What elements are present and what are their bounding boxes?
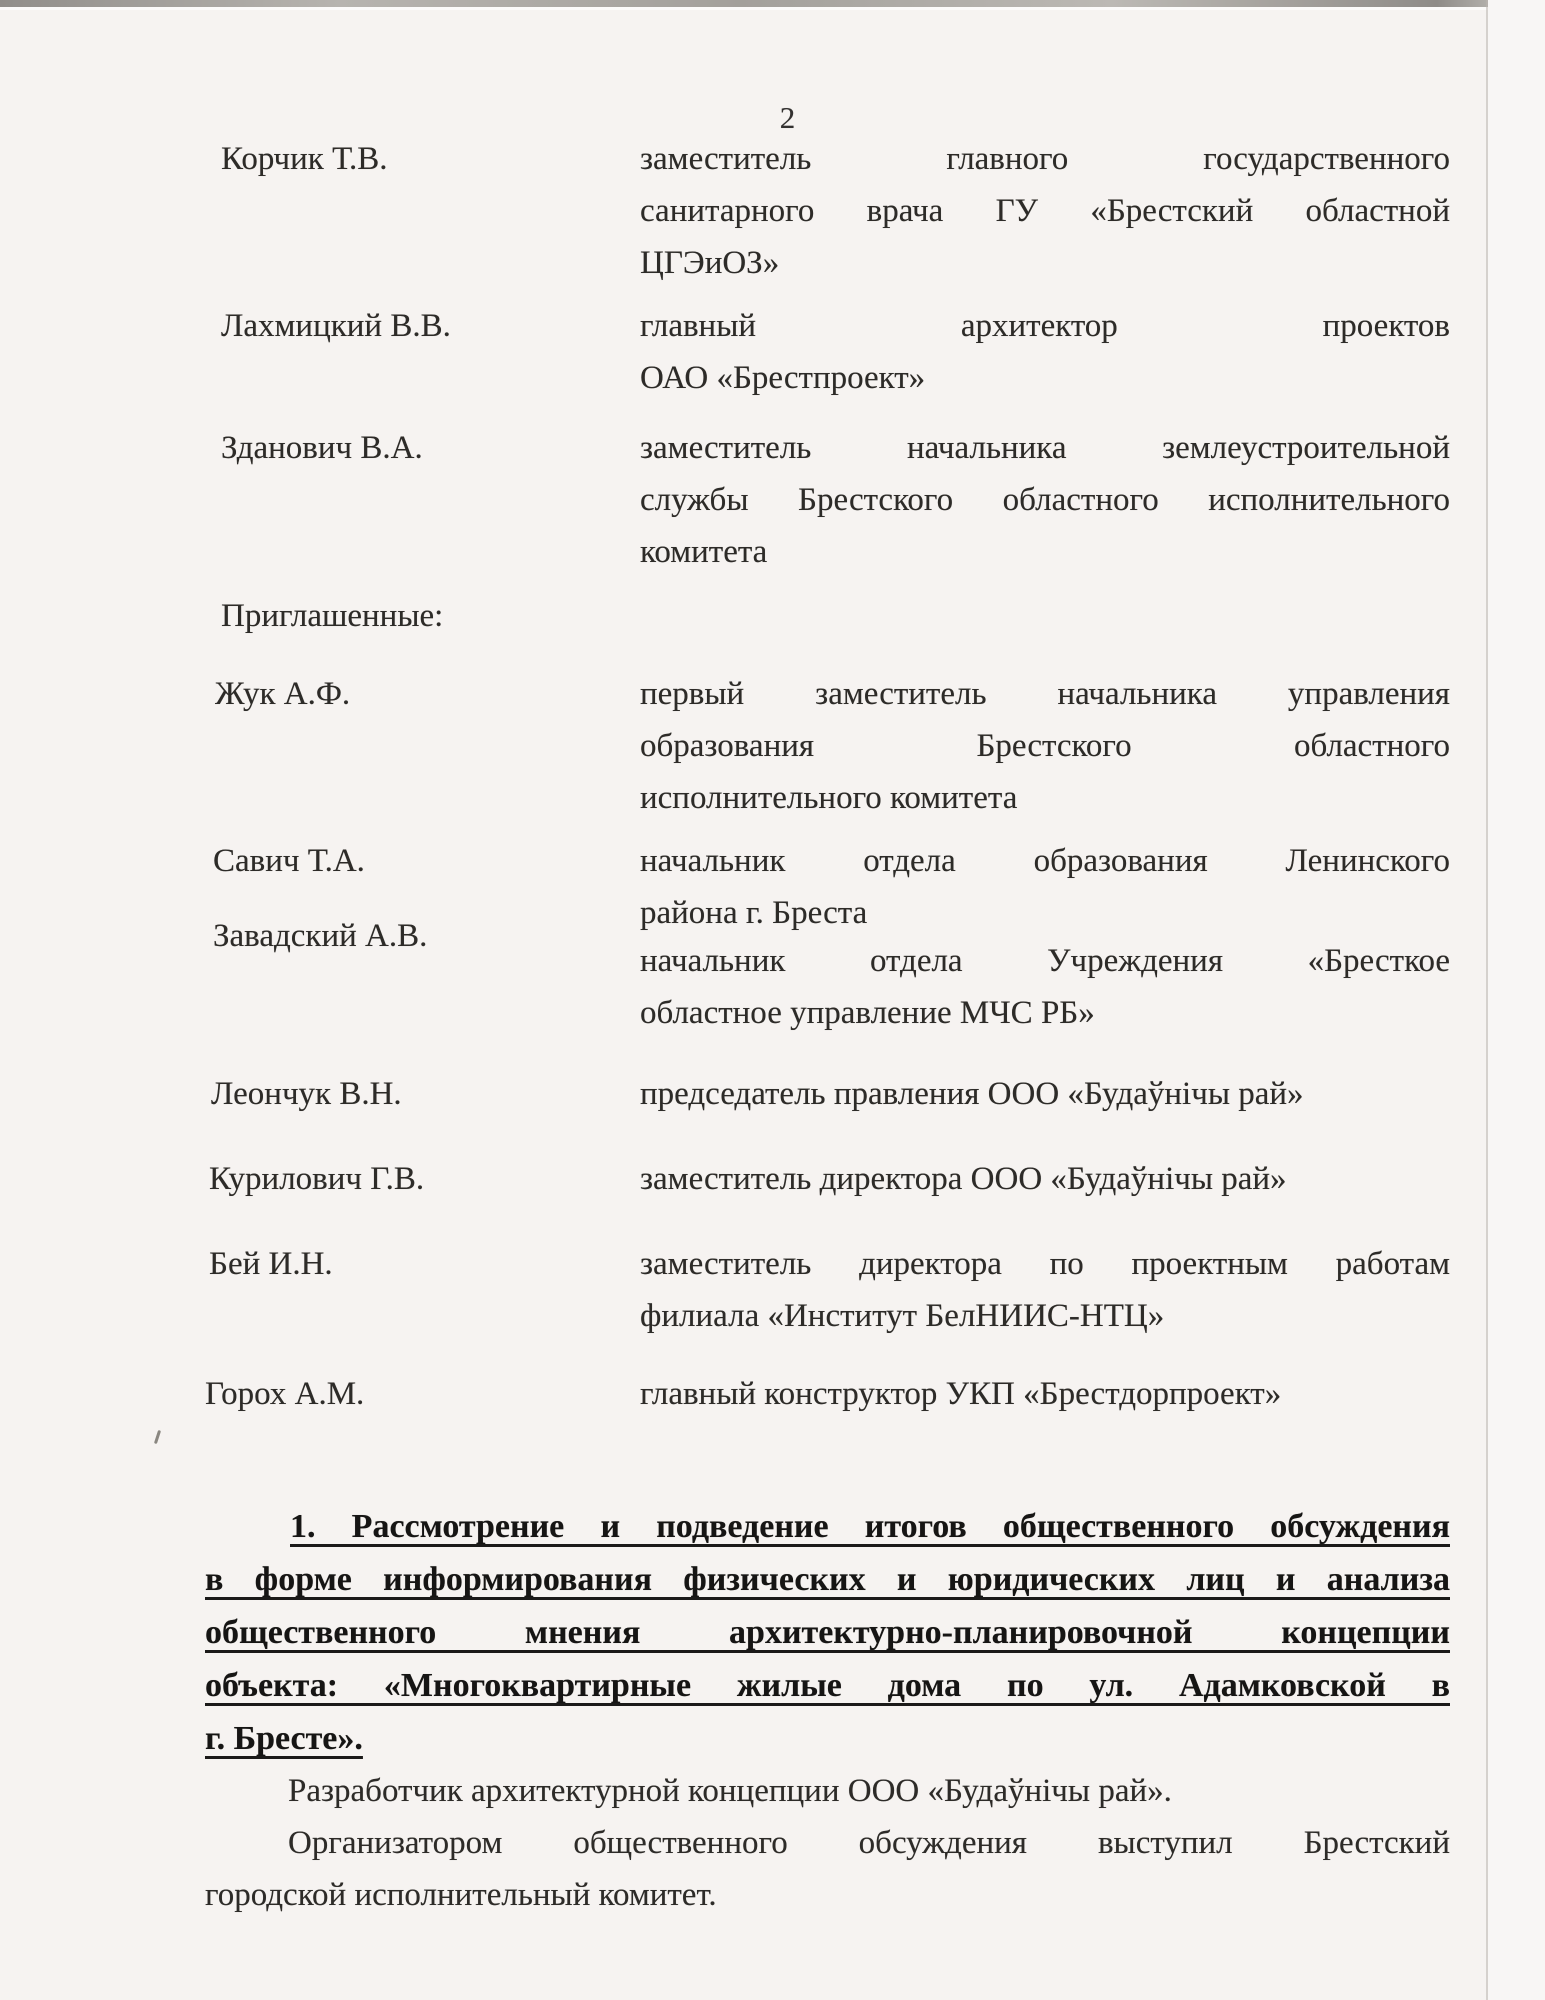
- attendee-row: [205, 668, 1450, 824]
- attendee-row: [205, 1238, 1450, 1342]
- attendee-name: Бей И.Н.: [209, 1246, 333, 1282]
- attendee-name: Лахмицкий В.В.: [221, 308, 451, 344]
- invited-section-label: Приглашенные:: [221, 598, 444, 634]
- attendee-row: [205, 1153, 1450, 1205]
- attendee-position: заместитель директора по проектным работам филиала «Институт БелНИИС-НТЦ»: [640, 1246, 1450, 1334]
- document-content: [205, 0, 1450, 1921]
- attendee-row: [205, 910, 1450, 1039]
- attendee-row: [205, 300, 1450, 404]
- attendee-name: Жук А.Ф.: [215, 676, 351, 712]
- attendee-row: [205, 133, 1450, 289]
- attendee-position: первый заместитель начальника управления образования Брестского областного исполнительного комитета: [640, 676, 1450, 816]
- attendee-row: [205, 422, 1450, 578]
- scan-fold-line: [1486, 0, 1488, 2000]
- attendee-position: главный архитектор проектов ОАО «Брестпроект»: [640, 308, 1450, 396]
- scan-speck-mark: [154, 1430, 161, 1444]
- attendee-position: заместитель главного государственного санитарного врача ГУ «Брестский областной ЦГЭиОЗ»: [640, 141, 1450, 281]
- attendee-name: Леончук В.Н.: [211, 1076, 402, 1112]
- paragraph-developer: Разработчик архитектурной концепции ООО «Будаўнічы рай».: [288, 1773, 1172, 1809]
- paragraph-organizer: Организатором общественного обсуждения выступил Брестский городской исполнительный комитет.: [205, 1825, 1450, 1913]
- section-heading: 1. Рассмотрение и подведение итогов общественного обсуждения в форме информирования физических и юридических лиц и анализа общественного мнения архитектурно-планировочной концепции объекта: «Многоквартирные жилые дома по ул. Адамковской в г. Бресте».: [205, 1508, 1450, 1757]
- scan-edge-strip-right: [1488, 0, 1545, 2000]
- page-number: 2: [779, 100, 796, 135]
- attendee-name: Горох А.М.: [205, 1376, 365, 1412]
- attendee-row: [205, 1368, 1450, 1420]
- attendee-name: Завадский А.В.: [213, 918, 428, 954]
- attendee-row: [205, 1068, 1450, 1120]
- attendee-position: заместитель начальника землеустроительной службы Брестского областного исполнительного комитета: [640, 430, 1450, 570]
- attendee-name: Корчик Т.В.: [221, 141, 388, 177]
- attendee-position: председатель правления ООО «Будаўнічы рай»: [640, 1076, 1304, 1112]
- attendee-name: Зданович В.А.: [221, 430, 423, 466]
- attendee-position: заместитель директора ООО «Будаўнічы рай»: [640, 1161, 1287, 1197]
- attendee-position: главный конструктор УКП «Брестдорпроект»: [640, 1376, 1282, 1412]
- attendee-position: начальник отдела образования Ленинского района г. Бреста: [640, 843, 1450, 931]
- attendee-name: Курилович Г.В.: [209, 1161, 425, 1197]
- attendee-name: Савич Т.А.: [213, 843, 365, 879]
- attendee-position: начальник отдела Учреждения «Бресткое областное управление МЧС РБ»: [640, 943, 1450, 1031]
